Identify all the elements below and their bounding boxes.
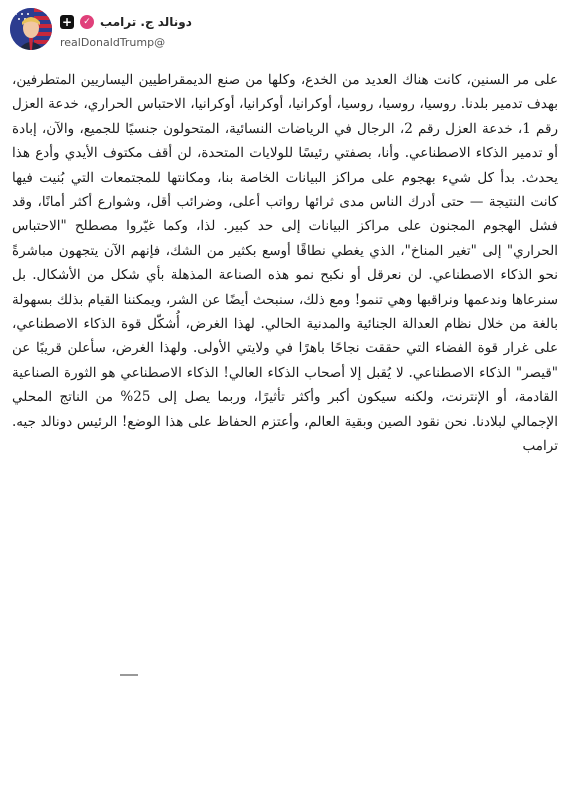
plus-icon[interactable]: + xyxy=(61,15,73,29)
post-text: على مر السنين، كانت هناك العديد من الخدع، وكلها من صنع الديمقراطيين اليساريين المتطرفين، بهدف تدمير بلدنا. روسيا، روسيا، روسيا، أوكرانيا، أوكرانيا، أوكرانيا، الاحتباس الحراري، خدعة العزل رقم 1، خدعة العزل رقم 2، الرجال في الرياضات النسائية، المتحولون جنسيًا للجميع، والآن، إبادة أو تدمير الذكاء الاصطناعي. وأنا، بصفتي رئيسًا للولايات المتحدة، لن أقف مكتوف الأيدي وأدع هذا يحدث. بدأ كل شيء بهجوم على مراكز البيانات الخاصة بنا، ومكانتها للمجتمعات التي بُنيت فيها كانت النتيجة — حتى أدرك الناس مدى ثرائها رواتب أعلى، وضرائب أقل، وشوارع أكثر أمانًا، وقد فشل الهجوم المجنون على مراكز البيانات إلى حد كبير. لذا، وكما غيّروا مصطلح "الاحتباس الحراري" إلى "تغير المناخ"، الذي يغطي نطاقًا أوسع بكثير من الشك، فإنهم الآن يتجهون مباشرةً نحو الذكاء الاصطناعي. لن نعرقل أو نكبح نمو هذه الصناعة المذهلة بأي شكل من الأشكال. بل سنرعاها وندعمها ونراقبها وهي تنمو! ومع ذلك، سنبحث أيضًا عن الشر، ويمكننا القيام بذلك بسهولة بالغة من خلال نظام العدالة الجنائية والمدنية الحالي. لهذا الغرض، أُشكّل قوة الذكاء الاصطناعي، على غرار قوة الفضاء التي حققت نجاحًا باهرًا في ولايتي الأولى. ولهذا الغرض، سأعلن قريبًا عن "قيصر" الذكاء الاصطناعي. لا يُقبل إلا أصحاب الذكاء العالي! الذكاء الاصطناعي هو الثورة الصناعية القادمة، أو الإنترنت، ولكنه سيكون أكبر وأكثر تأثيرًا، وربما يصل إلى 25% من الناتج المحلي الإجمالي لبلادنا. نحن نقود الصين وبقية العالم، وأعتزم الحفاظ على هذا الوضع! الرئيس دونالد جيه. ترامب xyxy=(12,72,559,455)
display-name[interactable]: دونالد ج. ترامب xyxy=(100,15,192,29)
divider-mark xyxy=(120,674,138,676)
name-row xyxy=(60,14,192,30)
user-handle[interactable]: realDonaldTrump@ xyxy=(60,36,166,49)
post-header xyxy=(10,8,562,52)
avatar-flag-portrait-icon xyxy=(10,8,52,50)
post-body xyxy=(12,68,558,459)
verified-badge-icon: ✓ xyxy=(80,15,94,29)
avatar[interactable] xyxy=(10,8,52,50)
